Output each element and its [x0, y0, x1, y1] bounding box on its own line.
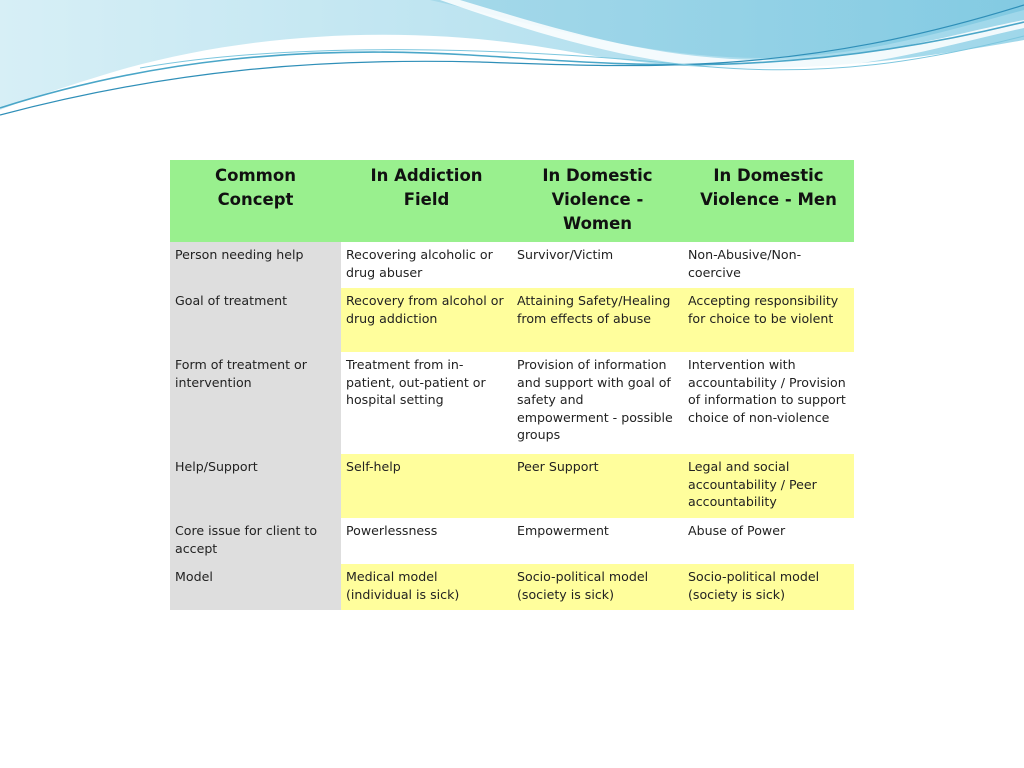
cell-addiction: Recovery from alcohol or drug addiction	[341, 288, 512, 352]
cell-dv-women: Socio-political model (society is sick)	[512, 564, 683, 610]
cell-dv-men: Abuse of Power	[683, 518, 854, 564]
cell-concept: Model	[170, 564, 341, 610]
cell-concept: Person needing help	[170, 242, 341, 288]
header-addiction-field: In Addiction Field	[341, 160, 512, 242]
cell-addiction: Medical model (individual is sick)	[341, 564, 512, 610]
decorative-wave-banner	[0, 0, 1024, 140]
cell-addiction: Self-help	[341, 454, 512, 518]
comparison-table	[170, 160, 854, 610]
cell-dv-women: Provision of information and support with goal of safety and empowerment - possible groups	[512, 352, 683, 454]
header-dv-women: In Domestic Violence - Women	[512, 160, 683, 242]
cell-addiction: Powerlessness	[341, 518, 512, 564]
table-row	[170, 564, 854, 610]
cell-addiction: Treatment from in-patient, out-patient or hospital setting	[341, 352, 512, 454]
cell-dv-women: Peer Support	[512, 454, 683, 518]
table-row	[170, 242, 854, 288]
cell-dv-men: Legal and social accountability / Peer accountability	[683, 454, 854, 518]
cell-addiction: Recovering alcoholic or drug abuser	[341, 242, 512, 288]
table-row	[170, 454, 854, 518]
header-common-concept: Common Concept	[170, 160, 341, 242]
header-dv-men: In Domestic Violence - Men	[683, 160, 854, 242]
cell-dv-women: Empowerment	[512, 518, 683, 564]
cell-dv-women: Survivor/Victim	[512, 242, 683, 288]
table-row	[170, 288, 854, 352]
cell-concept: Core issue for client to accept	[170, 518, 341, 564]
table-row	[170, 352, 854, 454]
cell-dv-men: Accepting responsibility for choice to be violent	[683, 288, 854, 352]
cell-concept: Help/Support	[170, 454, 341, 518]
table-header-row	[170, 160, 854, 242]
cell-dv-men: Intervention with accountability / Provision of information to support choice of non-violence	[683, 352, 854, 454]
table-row	[170, 518, 854, 564]
cell-dv-men: Socio-political model (society is sick)	[683, 564, 854, 610]
cell-dv-men: Non-Abusive/Non-coercive	[683, 242, 854, 288]
cell-concept: Goal of treatment	[170, 288, 341, 352]
cell-dv-women: Attaining Safety/Healing from effects of abuse	[512, 288, 683, 352]
cell-concept: Form of treatment or intervention	[170, 352, 341, 454]
